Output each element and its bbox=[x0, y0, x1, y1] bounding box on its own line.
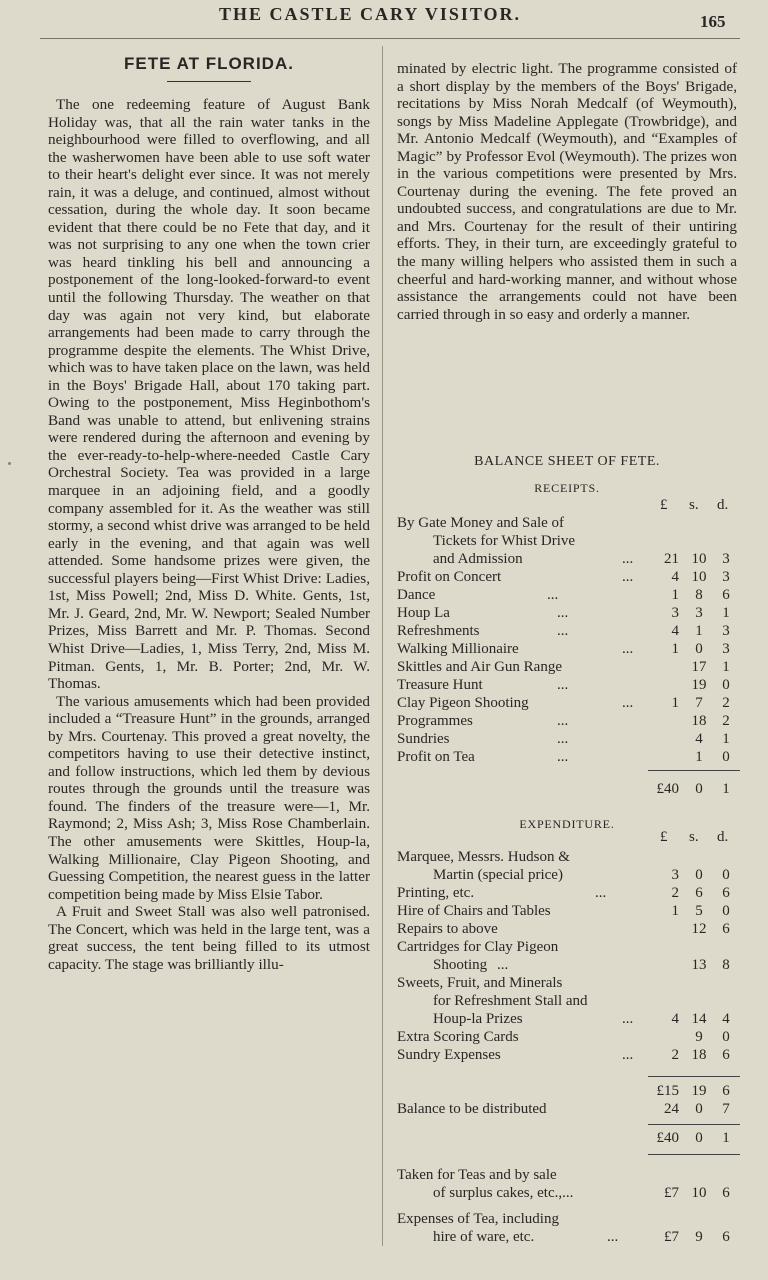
shillings-value: 0 bbox=[695, 781, 703, 797]
article-paragraph: The one redeeming feature of August Bank Holiday was, that all the rain water tanks in the neighbourhood were filled to overflowing, and all the washerwomen have been able to use soft water to their heart's delight ever since. It was not merely rain, it was a deluge, and continued, almost without cessation, during the whole day. It soon became evident that there could be no Fete that day, and it was not surprising to any one when the town crier was heard tinkling his bell and announcing a postponement of the long-looked-forward-to event until the following Thursday. The weather on that day was again not very kind, but elaborate arrangements had been made to carry through the programme despite the elements. The Whist Drive, which was to have taken place on the lawn, was held in the Boys' Brigade Hall, about 170 taking part. Owing to the postponement, Miss Heginbothom's Band was unable to attend, but enlivening strains were rendered during the afternoon and evening by the ever-ready-to-help-where-needed Castle Cary Orchestral Society. Tea was provided in a large marquee in an adjoining field, and a goodly company assembled for it. As the weather was still stormy, a second whist drive was arranged to be held early in the evening, and that again was well attended. Some handsome prizes were given, the successful players being—First Whist Drive: Ladies, 1st, Miss Powell; 2nd, Miss D. White. Gents, 1st, Mr. J. Geard, 2nd, Mr. W. Newport; Sealed Number Prizes, Miss Barrett and Mr. P. Thomas. Second Whist Drive—Ladies, 1, Miss Terry, 2nd, Miss M. Pitman. Gents, 1, Mr. B. Porter; 2nd, Mr. W. Thomas. bbox=[48, 96, 370, 693]
receipt-item-line bbox=[397, 676, 742, 694]
leader-dots: ... bbox=[557, 749, 569, 765]
pounds-value: 21 bbox=[664, 551, 679, 567]
pence-value: 3 bbox=[722, 641, 730, 657]
pounds-value: 4 bbox=[671, 1011, 679, 1027]
pence-value: 1 bbox=[722, 659, 730, 675]
leader-dots: ... bbox=[547, 587, 559, 603]
tea-expenses-line bbox=[397, 1228, 742, 1246]
expenditure-item-label: Sweets, Fruit, and Minerals bbox=[397, 975, 563, 991]
leader-dots: ... bbox=[595, 885, 607, 901]
expenditure-item-label: Shooting bbox=[433, 957, 488, 973]
pence-column-head: d. bbox=[717, 497, 729, 513]
article-paragraph: A Fruit and Sweet Stall was also well patronised. The Concert, which was held in the large tent, was a great success, the tent being filled to its utmost capacity. The stage was brilliantly illu- bbox=[48, 903, 370, 973]
pounds-value: £40 bbox=[656, 781, 679, 797]
expenditure-item-line bbox=[397, 992, 742, 1010]
shillings-value: 5 bbox=[695, 903, 703, 919]
receipt-item-line bbox=[397, 712, 742, 730]
column-divider bbox=[382, 46, 383, 1246]
balance-row-line bbox=[397, 1100, 742, 1118]
pence-value: 1 bbox=[722, 731, 730, 747]
shillings-value: 18 bbox=[691, 1047, 707, 1063]
pence-value: 0 bbox=[722, 867, 730, 883]
pounds-value: £7 bbox=[664, 1185, 679, 1201]
total-rule bbox=[648, 1124, 740, 1125]
expenditure-item-label: Extra Scoring Cards bbox=[397, 1029, 519, 1045]
expenditure-item-line bbox=[397, 848, 742, 866]
pence-value: 8 bbox=[722, 957, 730, 973]
receipt-item-label: Programmes bbox=[397, 713, 473, 729]
shillings-value: 1 bbox=[695, 749, 703, 765]
pounds-value: 1 bbox=[671, 587, 679, 603]
receipt-item-label: By Gate Money and Sale of bbox=[397, 515, 565, 531]
expenditure-item-line bbox=[397, 938, 742, 956]
header-rule bbox=[40, 38, 740, 39]
shillings-column-head: s. bbox=[689, 497, 699, 513]
shillings-value: 6 bbox=[695, 885, 703, 901]
pence-value: 0 bbox=[722, 903, 730, 919]
receipt-item-line bbox=[397, 532, 742, 550]
tea-expenses-line bbox=[397, 1210, 742, 1228]
pounds-value: 3 bbox=[671, 867, 679, 883]
pence-value: 7 bbox=[722, 1101, 730, 1117]
tea-takings-line bbox=[397, 1184, 742, 1202]
leader-dots: ... bbox=[497, 957, 509, 973]
shillings-value: 10 bbox=[691, 1185, 707, 1201]
total-rule bbox=[648, 770, 740, 771]
pence-value: 6 bbox=[722, 885, 730, 901]
expenditure-item-label: Hire of Chairs and Tables bbox=[397, 903, 551, 919]
shillings-value: 3 bbox=[695, 605, 703, 621]
receipt-item-line bbox=[397, 550, 742, 568]
expenditure-item-label: Sundry Expenses bbox=[397, 1047, 501, 1063]
page-number: 165 bbox=[700, 12, 726, 31]
receipt-item-label: Houp La bbox=[397, 605, 450, 621]
article-column-right bbox=[397, 60, 737, 323]
pence-value: 3 bbox=[722, 623, 730, 639]
pounds-value: 24 bbox=[664, 1101, 679, 1117]
total-rule bbox=[648, 1154, 740, 1155]
receipt-item-label: Tickets for Whist Drive bbox=[433, 533, 576, 549]
shillings-value: 14 bbox=[691, 1011, 707, 1027]
receipt-item-line bbox=[397, 694, 742, 712]
shillings-value: 0 bbox=[695, 1130, 703, 1146]
receipts-heading: RECEIPTS. bbox=[534, 481, 600, 495]
expenditure-item-line bbox=[397, 884, 742, 902]
receipt-item-label: Treasure Hunt bbox=[397, 677, 483, 693]
receipt-item-line bbox=[397, 604, 742, 622]
receipt-item-line bbox=[397, 568, 742, 586]
shillings-value: 7 bbox=[695, 695, 703, 711]
pence-value: 4 bbox=[722, 1011, 730, 1027]
pence-value: 6 bbox=[722, 1185, 730, 1201]
expenditure-item-label: Repairs to above bbox=[397, 921, 498, 937]
leader-dots: ... bbox=[557, 677, 569, 693]
leader-dots: ... bbox=[622, 569, 634, 585]
tea-takings-line bbox=[397, 1166, 742, 1184]
pence-value: 1 bbox=[722, 781, 730, 797]
shillings-value: 0 bbox=[695, 867, 703, 883]
receipt-item-line bbox=[397, 730, 742, 748]
receipt-item-label: and Admission bbox=[433, 551, 523, 567]
pence-value: 0 bbox=[722, 749, 730, 765]
article-column-left bbox=[48, 44, 370, 973]
article-paragraph: The various amusements which had been provided included a “Treasure Hunt” in the grounds, arranged by Mrs. Courtenay. This proved a great novelty, the competitors having to use their detective instinct, and follow instructions, which led them by devious routes through the grounds until the treasure was found. The finders of the treasure were—1, Mr. Raymond; 2, Miss Ash; 3, Miss Rose Chamberlain. The other amusements were Skittles, Houp-la, Walking Millionaire, Clay Pigeon Shooting, and Guessing Competition, the nearest guess in the latter competition being made by Miss Elsie Tabor. bbox=[48, 692, 370, 903]
receipt-item-label: Profit on Tea bbox=[397, 749, 475, 765]
expenditure-item-line bbox=[397, 1028, 742, 1046]
pence-value: 6 bbox=[722, 921, 730, 937]
leader-dots: ... bbox=[622, 1047, 634, 1063]
pounds-value: £40 bbox=[656, 1130, 679, 1146]
shillings-value: 13 bbox=[691, 957, 707, 973]
pence-value: 6 bbox=[722, 1083, 730, 1099]
pence-value: 6 bbox=[722, 1229, 730, 1245]
shillings-value: 19 bbox=[691, 1083, 707, 1099]
leader-dots: ... bbox=[557, 605, 569, 621]
balance-sheet-title: BALANCE SHEET OF FETE. bbox=[474, 454, 660, 469]
expenditure-item-label: for Refreshment Stall and bbox=[433, 993, 588, 1009]
shillings-value: 17 bbox=[691, 659, 707, 675]
pence-value: 1 bbox=[722, 1130, 730, 1146]
article-continuation: minated by electric light. The programme consisted of a short display by the members of the Boys' Brigade, recitations by Miss Norah Medcalf (of Weymouth), songs by Miss Madeline Applegate (Trowbridge), and Mr. Antonio Medcalf (Weymouth), and “Examples of Magic” by Professor Evol (Weymouth). The prizes won in the various competitions were presented by Mrs. Courtenay during the evening. The fete proved an undoubted success, and congratulations are due to Mr. and Mrs. Courtenay for the result of their untiring efforts. They, in their turn, are exceedingly grateful to the many willing helpers who assisted them in such a cheerful and hard-working manner, and without whose assistance the arrangements could not have been carried through in so easy and orderly a manner. bbox=[397, 60, 737, 323]
shillings-value: 10 bbox=[691, 551, 707, 567]
leader-dots: ... bbox=[557, 713, 569, 729]
receipt-item-label: Clay Pigeon Shooting bbox=[397, 695, 529, 711]
expenditure-item-label: Marquee, Messrs. Hudson & bbox=[397, 849, 570, 865]
pence-value: 3 bbox=[722, 551, 730, 567]
leader-dots: ... bbox=[622, 1011, 634, 1027]
pence-value: 6 bbox=[722, 1047, 730, 1063]
shillings-value: 1 bbox=[695, 623, 703, 639]
receipt-item-label: Sundries bbox=[397, 731, 450, 747]
tea-expenses-label: Expenses of Tea, including bbox=[397, 1211, 559, 1227]
shillings-value: 4 bbox=[695, 731, 703, 747]
expenditure-item-label: Printing, etc. bbox=[397, 885, 475, 901]
pounds-value: 4 bbox=[671, 623, 679, 639]
receipt-item-label: Profit on Concert bbox=[397, 569, 502, 585]
pence-value: 6 bbox=[722, 587, 730, 603]
receipt-item-label: Refreshments bbox=[397, 623, 480, 639]
tea-takings-label: of surplus cakes, etc.,... bbox=[433, 1185, 574, 1201]
shillings-value: 10 bbox=[691, 569, 707, 585]
leader-dots: ... bbox=[622, 641, 634, 657]
pounds-value: 1 bbox=[671, 641, 679, 657]
article-title: FETE AT FLORIDA. bbox=[124, 54, 294, 73]
expenditure-item-line bbox=[397, 1010, 742, 1028]
expenditure-total-line bbox=[397, 1129, 742, 1147]
paper-speck bbox=[8, 462, 11, 465]
receipt-item-label: Walking Millionaire bbox=[397, 641, 519, 657]
pence-value: 3 bbox=[722, 569, 730, 585]
leader-dots: ... bbox=[557, 623, 569, 639]
pounds-value: £15 bbox=[656, 1083, 679, 1099]
expenditure-item-line bbox=[397, 974, 742, 992]
pence-value: 2 bbox=[722, 695, 730, 711]
expenditure-item-line bbox=[397, 1046, 742, 1064]
expenditure-heading: EXPENDITURE. bbox=[519, 817, 615, 831]
shillings-value: 12 bbox=[691, 921, 707, 937]
expenditure-item-label: Cartridges for Clay Pigeon bbox=[397, 939, 559, 955]
expenditure-item-line bbox=[397, 920, 742, 938]
receipt-item-line bbox=[397, 586, 742, 604]
pounds-value: 4 bbox=[671, 569, 679, 585]
pounds-value: 1 bbox=[671, 695, 679, 711]
receipt-item-line bbox=[397, 640, 742, 658]
expenditure-item-label: Martin (special price) bbox=[433, 867, 563, 883]
pounds-value: 3 bbox=[671, 605, 679, 621]
tea-expenses-label: hire of ware, etc. bbox=[433, 1229, 535, 1245]
pence-value: 0 bbox=[722, 677, 730, 693]
receipt-item-label: Skittles and Air Gun Range bbox=[397, 659, 562, 675]
running-head: THE CASTLE CARY VISITOR. bbox=[218, 4, 522, 24]
expenditure-item-label: Houp-la Prizes bbox=[433, 1011, 523, 1027]
shillings-value: 9 bbox=[695, 1029, 703, 1045]
pounds-column-head: £ bbox=[660, 829, 668, 845]
receipts-total-line bbox=[397, 780, 742, 798]
pounds-value: 1 bbox=[671, 903, 679, 919]
balance-row-label: Balance to be distributed bbox=[397, 1101, 547, 1117]
shillings-value: 8 bbox=[695, 587, 703, 603]
pence-value: 0 bbox=[722, 1029, 730, 1045]
pounds-value: £7 bbox=[664, 1229, 679, 1245]
leader-dots: ... bbox=[557, 731, 569, 747]
receipt-item-label: Dance bbox=[397, 587, 436, 603]
shillings-value: 9 bbox=[695, 1229, 703, 1245]
leader-dots: ... bbox=[622, 695, 634, 711]
shillings-value: 18 bbox=[691, 713, 707, 729]
pence-value: 2 bbox=[722, 713, 730, 729]
leader-dots: ... bbox=[622, 551, 634, 567]
expenditure-subtotal-line bbox=[397, 1082, 742, 1100]
expenditure-item-line bbox=[397, 866, 742, 884]
shillings-value: 0 bbox=[695, 641, 703, 657]
pounds-value: 2 bbox=[671, 1047, 679, 1063]
pounds-column-head: £ bbox=[660, 497, 668, 513]
subtotal-rule bbox=[648, 1076, 740, 1077]
pence-value: 1 bbox=[722, 605, 730, 621]
receipt-item-line bbox=[397, 658, 742, 676]
expenditure-item-line bbox=[397, 956, 742, 974]
shillings-value: 0 bbox=[695, 1101, 703, 1117]
receipt-item-line bbox=[397, 748, 742, 766]
receipt-item-line bbox=[397, 514, 742, 532]
expenditure-item-line bbox=[397, 902, 742, 920]
shillings-column-head: s. bbox=[689, 829, 699, 845]
pounds-value: 2 bbox=[671, 885, 679, 901]
leader-dots: ... bbox=[607, 1229, 619, 1245]
shillings-value: 19 bbox=[691, 677, 707, 693]
tea-takings-label: Taken for Teas and by sale bbox=[397, 1167, 557, 1183]
title-rule bbox=[167, 81, 251, 82]
receipt-item-line bbox=[397, 622, 742, 640]
pence-column-head: d. bbox=[717, 829, 729, 845]
